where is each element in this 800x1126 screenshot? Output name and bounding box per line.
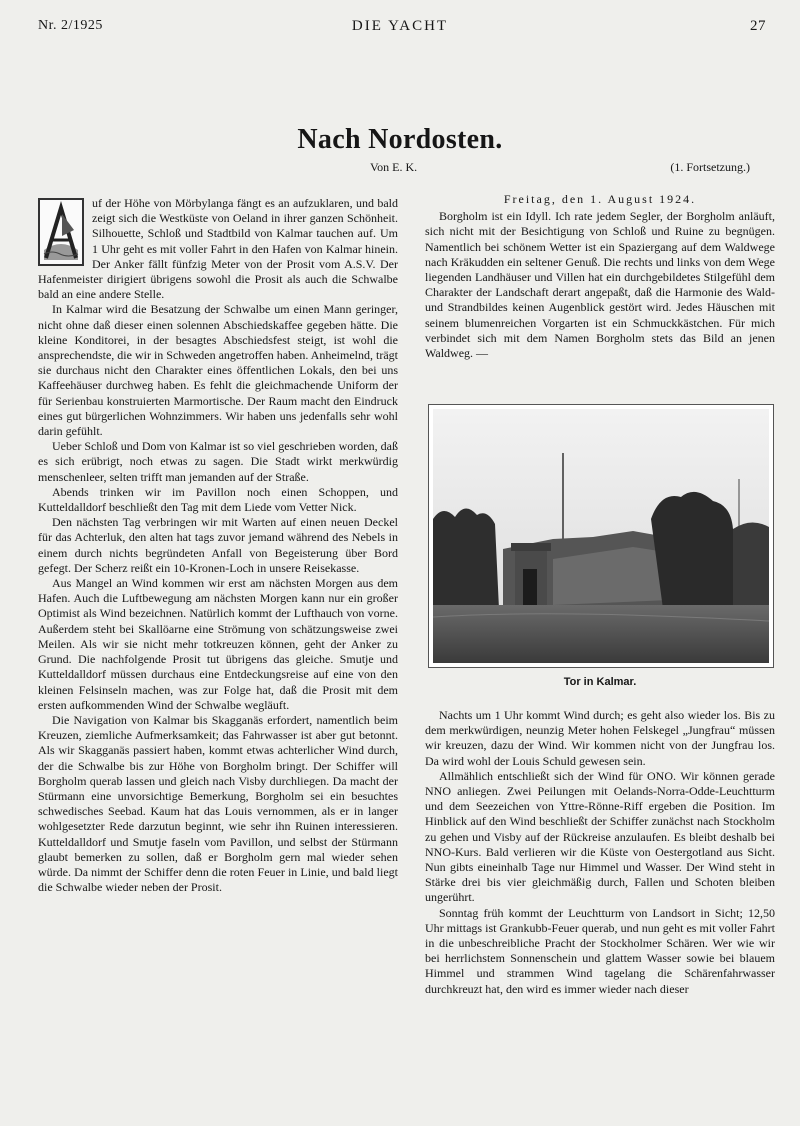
right-column-bottom bbox=[425, 708, 775, 997]
dropcap-illustration bbox=[38, 198, 84, 266]
paragraph: Den nächsten Tag verbringen wir mit Warten auf einen neuen Deckel für das Achterluk, den alten hat tags zuvor jemand während des Nebels in einem durch nichts begründeten Anfall von Begeisterung über Bord gefegt. Der Scherz reißt ein 10-Kronen-Loch in unsere Reisekasse. bbox=[38, 515, 398, 575]
paragraph: Borgholm ist ein Idyll. Ich rate jedem Segler, der Borgholm anläuft, sich nicht mit der Besichtigung von Schloß und Ruine zu begnügen. Namentlich bei schönem Wetter ist ein Spaziergang auf dem Waldwege nach Kräkudden ein seltener Genuß. Die rechts und links von dem Wege liegenden Landhäuser und Villen hat ein durchgebildetes Stilgefühl dem Charakter der Landschaft derart angepaßt, daß die Harmonie des Wald- und Strandbildes keinen Augenblick gestört wird. Jedes Häuschen mit seinem blumenreichen Vorgarten ist ein Schmuckkästchen. Für mich verbindet sich mit dem Namen Borgholm stets das Bild an jenen Waldweg. — bbox=[425, 209, 775, 361]
paragraph: Allmählich entschließt sich der Wind für ONO. Wir können gerade NNO anliegen. Zwei Peilungen mit Oelands-Norra-Odde-Leuchtturm und dem Seezeichen von Yttre-Rönne-Riff ergeben die Position. Im Hinblick auf den Wind beschließt der Schiffer zunächst nach Stockholm zu gehen und Visby auf der Rückreise anzulaufen. Es bleibt deshalb bei NNO-Kurs. Bald verlieren wir die Küste von Oestergotland aus Sicht. Nun gibts eineinhalb Tage nur Himmel und Wasser. Der Wind steht in Stärke drei bis vier gleichmäßig durch, Fallen und Schoten bleiben ungerührt. bbox=[425, 768, 775, 905]
continuation-note: (1. Fortsetzung.) bbox=[670, 160, 750, 174]
magazine-name: DIE YACHT bbox=[351, 18, 449, 34]
photo-caption: Tor in Kalmar. bbox=[563, 676, 637, 688]
paragraph: In Kalmar wird die Besatzung der Schwalbe um einen Mann geringer, nicht ohne daß dieser einen solennen Abschiedskaffee gegeben hätte. Die kleine Konditorei, in der besagtes Abschiedsfest steigt, ist wohl die ansprechendste, die wir in Schweden angetroffen haben. Anheimelnd, trägt sie durchaus nicht den Charakter eines öffentlichen Lokals, den bei uns Kaffeehäuser durchweg haben. Es fehlt die gleichmachende Uniform der für Serienbau konstruierten Marmortische. Der Raum macht den Eindruck eines gut bürgerlichen Wohnzimmers. Wir haben uns jedenfalls sehr wohl darin gefühlt. bbox=[38, 302, 398, 439]
paragraph: Die Navigation von Kalmar bis Skagganäs erfordert, namentlich beim Kreuzen, ziemliche Aufmerksamkeit; das Fahrwasser ist aber gut betonnt. Als wir Skagganäs passiert haben, kommt etwas achterlicher Wind durch, der die Schwalbe bis zur Höhe von Borgholm bringt. Der Schiffer will Borgholm querab lassen und gleich nach Visby durchliegen. Da macht der Stürmann eine unvorsichtige Bemerkung, Borgholm sei ein besuchtes schwedisches Seebad. Kaum hat das Louis vernommen, als er in langer wohlgesetzter Rede darzutun beginnt, wie sehr ihn Ruinen interessieren. Kutteldalldorf und Smutje faseln vom Pavillon, und selbst der Stürmann glaubt bemerken zu sollen, daß er Borgholm gern mal wieder sehen würde. Da nimmt der Schiffer denn die roten Feuer in Linie, und bald liegt die Schwalbe wieder neben der Prosit. bbox=[38, 712, 398, 895]
photo-image bbox=[433, 409, 769, 663]
paragraph: Aus Mangel an Wind kommen wir erst am nächsten Morgen aus dem Hafen. Auch die Luftbewegung am nächsten Morgen kann nur ein großer Optimist als Wind bezeichnen. Natürlich kommt der Lufthauch von vorne. Außerdem steht bei Skallöarne eine Strömung von schätzungsweise zwei Meilen. Als wir sie nicht mehr totkreuzen können, geht der Anker zu Grund. Die nachfolgende Prosit tut übrigens das gleiche. Smutje und Kutteldalldorf müssen durchaus eine Entdeckungsreise auf eine von den kleinen Felsinseln machen, was zur Folge hat, daß die Prosit mit dem ersten aufkommenden Wind der Schwalbe wegläuft. bbox=[38, 576, 398, 712]
paragraph: uf der Höhe von Mörbylanga fängt es an aufzuklaren, und bald zeigt sich die Westküste von Oeland in ihrer ganzen Schönheit. Silhouette, Schloß und Stadtbild von Kalmar tauchen auf. Um 1 Uhr geht es mit voller Fahrt in den Hafen von Kalmar hinein. Der Anker fällt fünfzig Meter von der Prosit vom A.S.V. Der Hafenmeister dirigiert übrigens sowohl die Prosit als auch die Schwalbe bald an eine andere Stelle. bbox=[38, 196, 398, 302]
left-column bbox=[38, 196, 398, 895]
paragraph: Sonntag früh kommt der Leuchtturm von Landsort in Sicht; 12,50 Uhr mittags ist Grankubb-Feuer querab, und nun geht es mit voller Fahrt in die unbeschreibliche Pracht der Stockholmer Schären. Wer wie wir bei herrlichstem Sonnenschein und glattem Wasser sowie bei blauem Himmel und strammen Wind tagelang die Schärenfahrwasser durchkreuzt hat, den wird es immer wieder nach dieser bbox=[425, 905, 775, 996]
paragraph: Ueber Schloß und Dom von Kalmar ist so viel geschrieben worden, daß es sich erübrigt, noch etwas zu sagen. Die Stadt wirkt merkwürdig menschenleer, selten trifft man jemanden auf der Straße. bbox=[38, 439, 398, 484]
paragraph: Abends trinken wir im Pavillon noch einen Schoppen, und Kutteldalldorf beschließt den Tag mit dem Liede vom Vetter Nick. bbox=[38, 484, 398, 515]
right-column-top bbox=[425, 192, 775, 361]
issue-number: Nr. 2/1925 bbox=[38, 18, 103, 33]
photo-tor-in-kalmar bbox=[428, 404, 774, 668]
dateline: Freitag, den 1. August 1924. bbox=[503, 192, 697, 206]
paragraph: Nachts um 1 Uhr kommt Wind durch; es geht also wieder los. Bis zu dem merkwürdigen, neunzig Meter hohen Felskegel „Jungfrau“ müssen wir kreuzen, dazu der Wind. Wir kommen nicht von der Jungfrau los. Da wird wohl der Louis Schuld gewesen sein. bbox=[425, 708, 775, 768]
article-byline: Von E. K. bbox=[370, 160, 418, 174]
page-number: 27 bbox=[750, 18, 766, 34]
article-title: Nach Nordosten. bbox=[297, 124, 503, 155]
